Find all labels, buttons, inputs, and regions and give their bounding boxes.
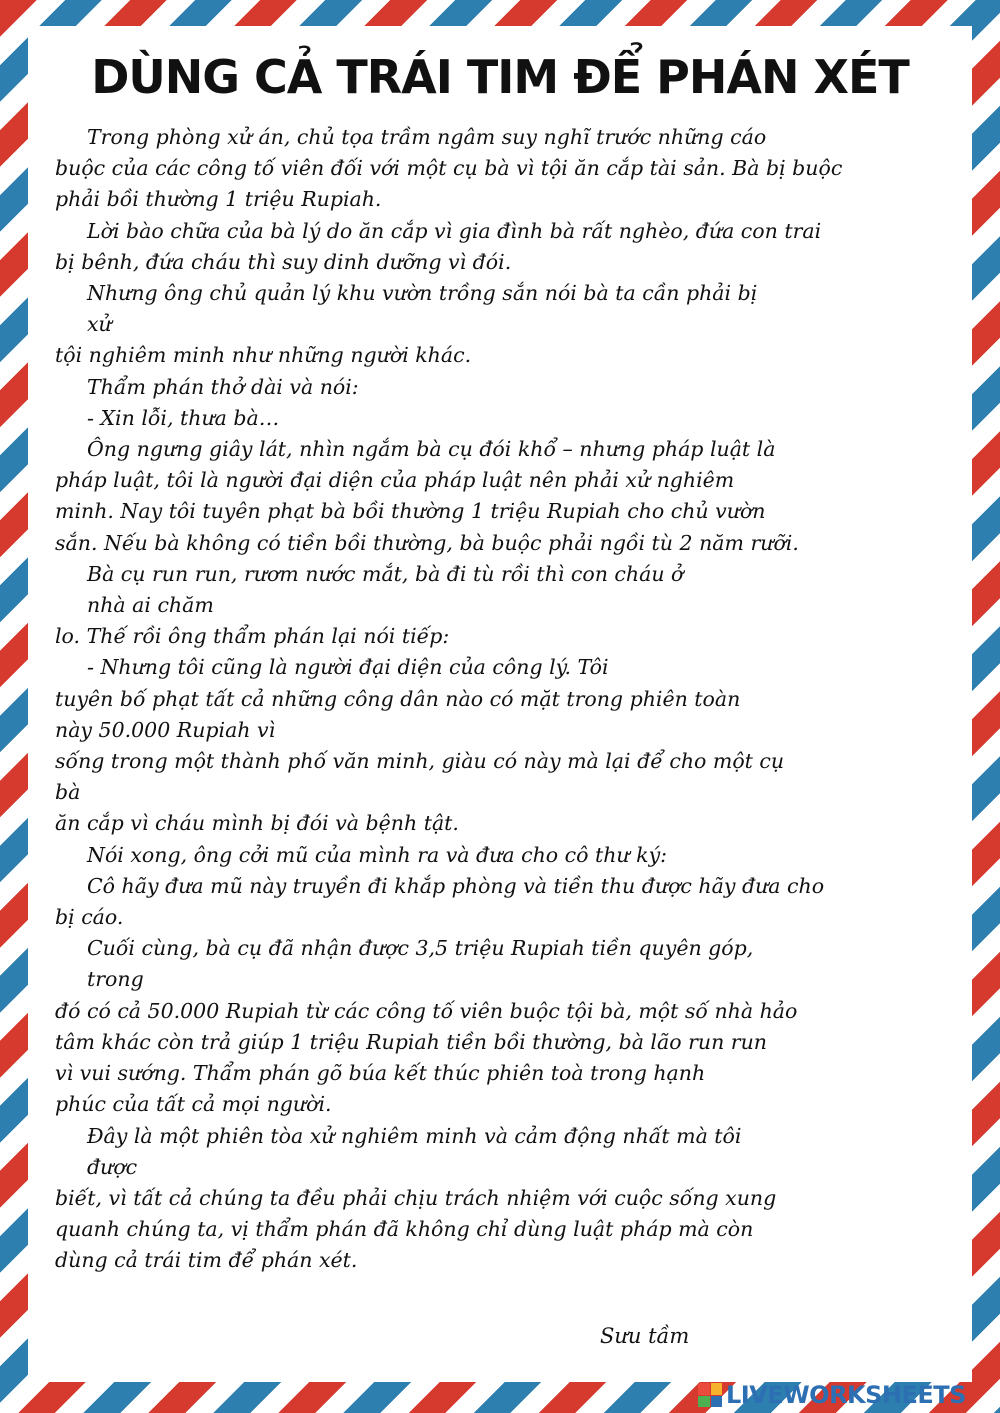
text-line: vì vui sướng. Thẩm phán gõ búa kết thúc phiên toà trong hạnh — [55, 1061, 706, 1086]
text-line: - Xin lỗi, thưa bà… — [87, 405, 280, 430]
text-line: tội nghiêm minh như những người khác. — [55, 343, 472, 368]
text-line: nhà ai chăm — [87, 593, 214, 618]
text-line: quanh chúng ta, vị thẩm phán đã không chỉ dùng luật pháp mà còn — [55, 1217, 754, 1242]
liveworksheets-logo-icon — [698, 1383, 722, 1407]
signature: Sưu tầm — [600, 1324, 690, 1348]
text-line: pháp luật, tôi là người đại diện của pháp luật nên phải xử nghiêm — [55, 468, 735, 493]
text-line: này 50.000 Rupiah vì — [55, 717, 276, 742]
text-line: xử — [87, 312, 112, 337]
text-line: trong — [87, 967, 144, 992]
text-line: phải bồi thường 1 triệu Rupiah. — [55, 187, 382, 212]
text-line: bị bênh, đứa cháu thì suy dinh dưỡng vì đói. — [55, 249, 512, 274]
text-line: Thẩm phán thở dài và nói: — [87, 374, 359, 399]
text-line: bà — [55, 780, 81, 805]
brand-name: LIVEWORKSHEETS — [726, 1381, 966, 1409]
text-line: được — [87, 1154, 138, 1179]
text-line: Cô hãy đưa mũ này truyền đi khắp phòng và tiền thu được hãy đưa cho — [87, 873, 825, 898]
text-line: ăn cắp vì cháu mình bị đói và bệnh tật. — [55, 811, 459, 836]
page-title: DÙNG CẢ TRÁI TIM ĐỂ PHÁN XÉT — [91, 50, 909, 104]
text-line: tuyên bố phạt tất cả những công dân nào có mặt trong phiên toàn — [55, 686, 741, 711]
text-line: tâm khác còn trả giúp 1 triệu Rupiah tiền bồi thường, bà lão run run — [55, 1029, 767, 1054]
text-line: sống trong một thành phố văn minh, giàu có này mà lại để cho một cụ — [55, 749, 785, 774]
text-line: Nói xong, ông cởi mũ của mình ra và đưa cho cô thư ký: — [87, 842, 668, 867]
text-line: dùng cả trái tim để phán xét. — [55, 1248, 358, 1273]
text-line: minh. Nay tôi tuyên phạt bà bồi thường 1 triệu Rupiah cho chủ vườn — [55, 499, 766, 524]
text-line: sắn. Nếu bà không có tiền bồi thường, bà buộc phải ngồi tù 2 năm rưỡi. — [55, 530, 799, 555]
text-line: Nhưng ông chủ quản lý khu vườn trồng sắn nói bà ta cần phải bị — [87, 281, 758, 306]
text-line: Bà cụ run run, rươm nước mắt, bà đi tù rồi thì con cháu ở — [87, 561, 684, 586]
text-line: Trong phòng xử án, chủ tọa trầm ngâm suy nghĩ trước những cáo — [87, 125, 767, 149]
text-line: lo. Thế rồi ông thẩm phán lại nói tiếp: — [55, 624, 450, 649]
text-line: buộc của các công tố viên đối với một cụ bà vì tội ăn cắp tài sản. Bà bị buộc — [55, 156, 843, 181]
text-line: Ông ngưng giây lát, nhìn ngắm bà cụ đói khổ – nhưng pháp luật là — [87, 437, 776, 462]
text-line: bị cáo. — [55, 905, 124, 930]
text-line: Lời bào chữa của bà lý do ăn cắp vì gia đình bà rất nghèo, đứa con trai — [87, 218, 822, 243]
text-line: phúc của tất cả mọi người. — [55, 1092, 332, 1117]
text-line: - Nhưng tôi cũng là người đại diện của công lý. Tôi — [87, 655, 609, 680]
liveworksheets-brand[interactable] — [698, 1380, 966, 1410]
text-line: Cuối cùng, bà cụ đã nhận được 3,5 triệu Rupiah tiền quyên góp, — [87, 936, 754, 961]
text-line: biết, vì tất cả chúng ta đều phải chịu trách nhiệm với cuộc sống xung — [55, 1185, 777, 1210]
text-line: Đây là một phiên tòa xử nghiêm minh và cảm động nhất mà tôi — [87, 1123, 742, 1148]
text-line: đó có cả 50.000 Rupiah từ các công tố viên buộc tội bà, một số nhà hảo — [55, 998, 798, 1023]
story-text — [55, 122, 925, 1277]
